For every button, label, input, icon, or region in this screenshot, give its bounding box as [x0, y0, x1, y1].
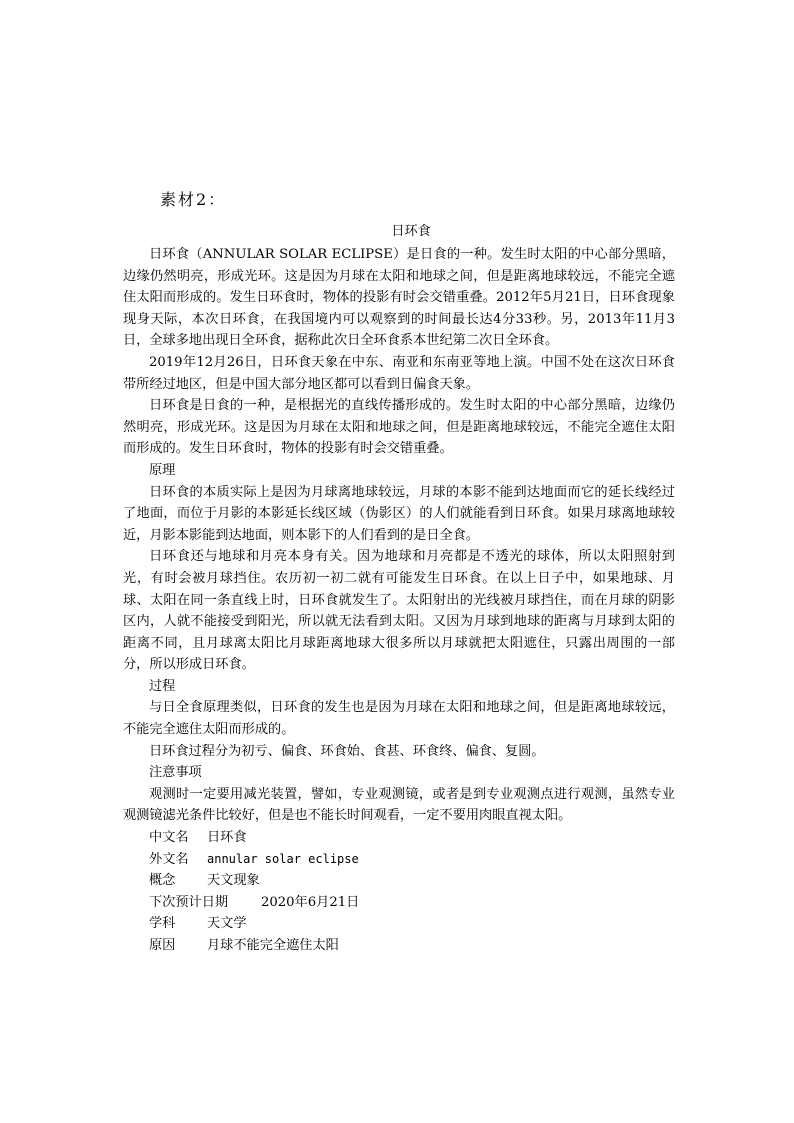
info-row: [123, 849, 675, 871]
info-row: [123, 892, 675, 914]
info-key: 下次预计日期: [149, 894, 229, 910]
material-heading: 素材2：: [160, 190, 227, 209]
paragraph: 2019年12月26日，日环食天象在中东、南亚和东南亚等地上演。中国不处在这次日环食带所经过地区，但是中国大部分地区都可以看到日偏食天象。: [123, 354, 675, 392]
article-body: [123, 220, 675, 957]
info-value: 日环食: [207, 830, 247, 846]
info-row: [123, 935, 675, 957]
info-value: 月球不能完全遮住太阳: [207, 938, 339, 953]
article-title: 日环食: [391, 224, 431, 239]
section-heading-process: 过程: [149, 678, 176, 694]
paragraph: 日环食还与地球和月亮本身有关。因为地球和月亮都是不透光的球体，所以太阳照射到光，有时会被月球挡住。农历初一初二就有可能发生日环食。在以上日子中，如果地球、月球、太阳在同一条直线上时，日环食就发生了。太阳射出的光线被月球挡住，而在月球的阴影区内，人就不能接受到阳光，所以就无法看到太阳。又因为月球到地球的距离与月球到太阳的距离不同，且月球离太阳比月球距离地球大很多所以月球就把太阳遮住，只露出周围的一部分，所以形成日环食。: [123, 549, 675, 673]
info-row: [123, 913, 675, 935]
paragraph: 日环食（ANNULAR SOLAR ECLIPSE）是日食的一种。发生时太阳的中心部分黑暗，边缘仍然明亮，形成光环。这是因为月球在太阳和地球之间，但是距离地球较远，不能完全遮住太阳而形成的。发生日环食时，物体的投影有时会交错重叠。2012年5月21日，日环食现象现身天际，本次日环食，在我国境内可以观察到的时间最长达4分33秒。另，2013年11月3日，全球多地出现日全环食，据称此次日全环食系本世纪第二次日全环食。: [123, 247, 675, 349]
info-value: 天文学: [207, 916, 247, 932]
info-row: [123, 827, 675, 849]
info-value: 2020年6月21日: [261, 894, 360, 910]
section-heading-principle: 原理: [149, 462, 176, 478]
info-key: 概念: [149, 873, 176, 889]
info-key: 中文名: [149, 830, 189, 846]
info-value: annular solar eclipse: [207, 851, 359, 866]
paragraph: 与日全食原理类似，日环食的发生也是因为月球在太阳和地球之间，但是距离地球较远，不能完全遮住太阳而形成的。: [123, 700, 675, 738]
info-key: 学科: [149, 916, 176, 932]
info-key: 外文名: [149, 851, 189, 867]
info-box: [123, 827, 675, 957]
paragraph: 观测时一定要用减光装置，譬如，专业观测镜，或者是到专业观测点进行观测，虽然专业观测镜滤光条件比较好，但是也不能长时间观看，一定不要用肉眼直视太阳。: [123, 786, 675, 824]
paragraph: 日环食过程分为初亏、偏食、环食始、食甚、环食终、偏食、复圆。: [149, 743, 545, 759]
paragraph: 日环食的本质实际上是因为月球离地球较远，月球的本影不能到达地面而它的延长线经过了地面，而位于月影的本影延长线区域（伪影区）的人们就能看到日环食。如果月球离地球较近，月影本影能到达地面，则本影下的人们看到的是日全食。: [123, 484, 675, 543]
paragraph: 日环食是日食的一种，是根据光的直线传播形成的。发生时太阳的中心部分黑暗，边缘仍然明亮，形成光环。这是因为月球在太阳和地球之间，但是距离地球较远，不能完全遮住太阳而形成的。发生日环食时，物体的投影有时会交错重叠。: [123, 398, 675, 457]
info-value: 天文现象: [207, 873, 260, 889]
info-row: [123, 870, 675, 892]
section-heading-notes: 注意事项: [149, 765, 202, 781]
info-key: 原因: [149, 938, 176, 953]
